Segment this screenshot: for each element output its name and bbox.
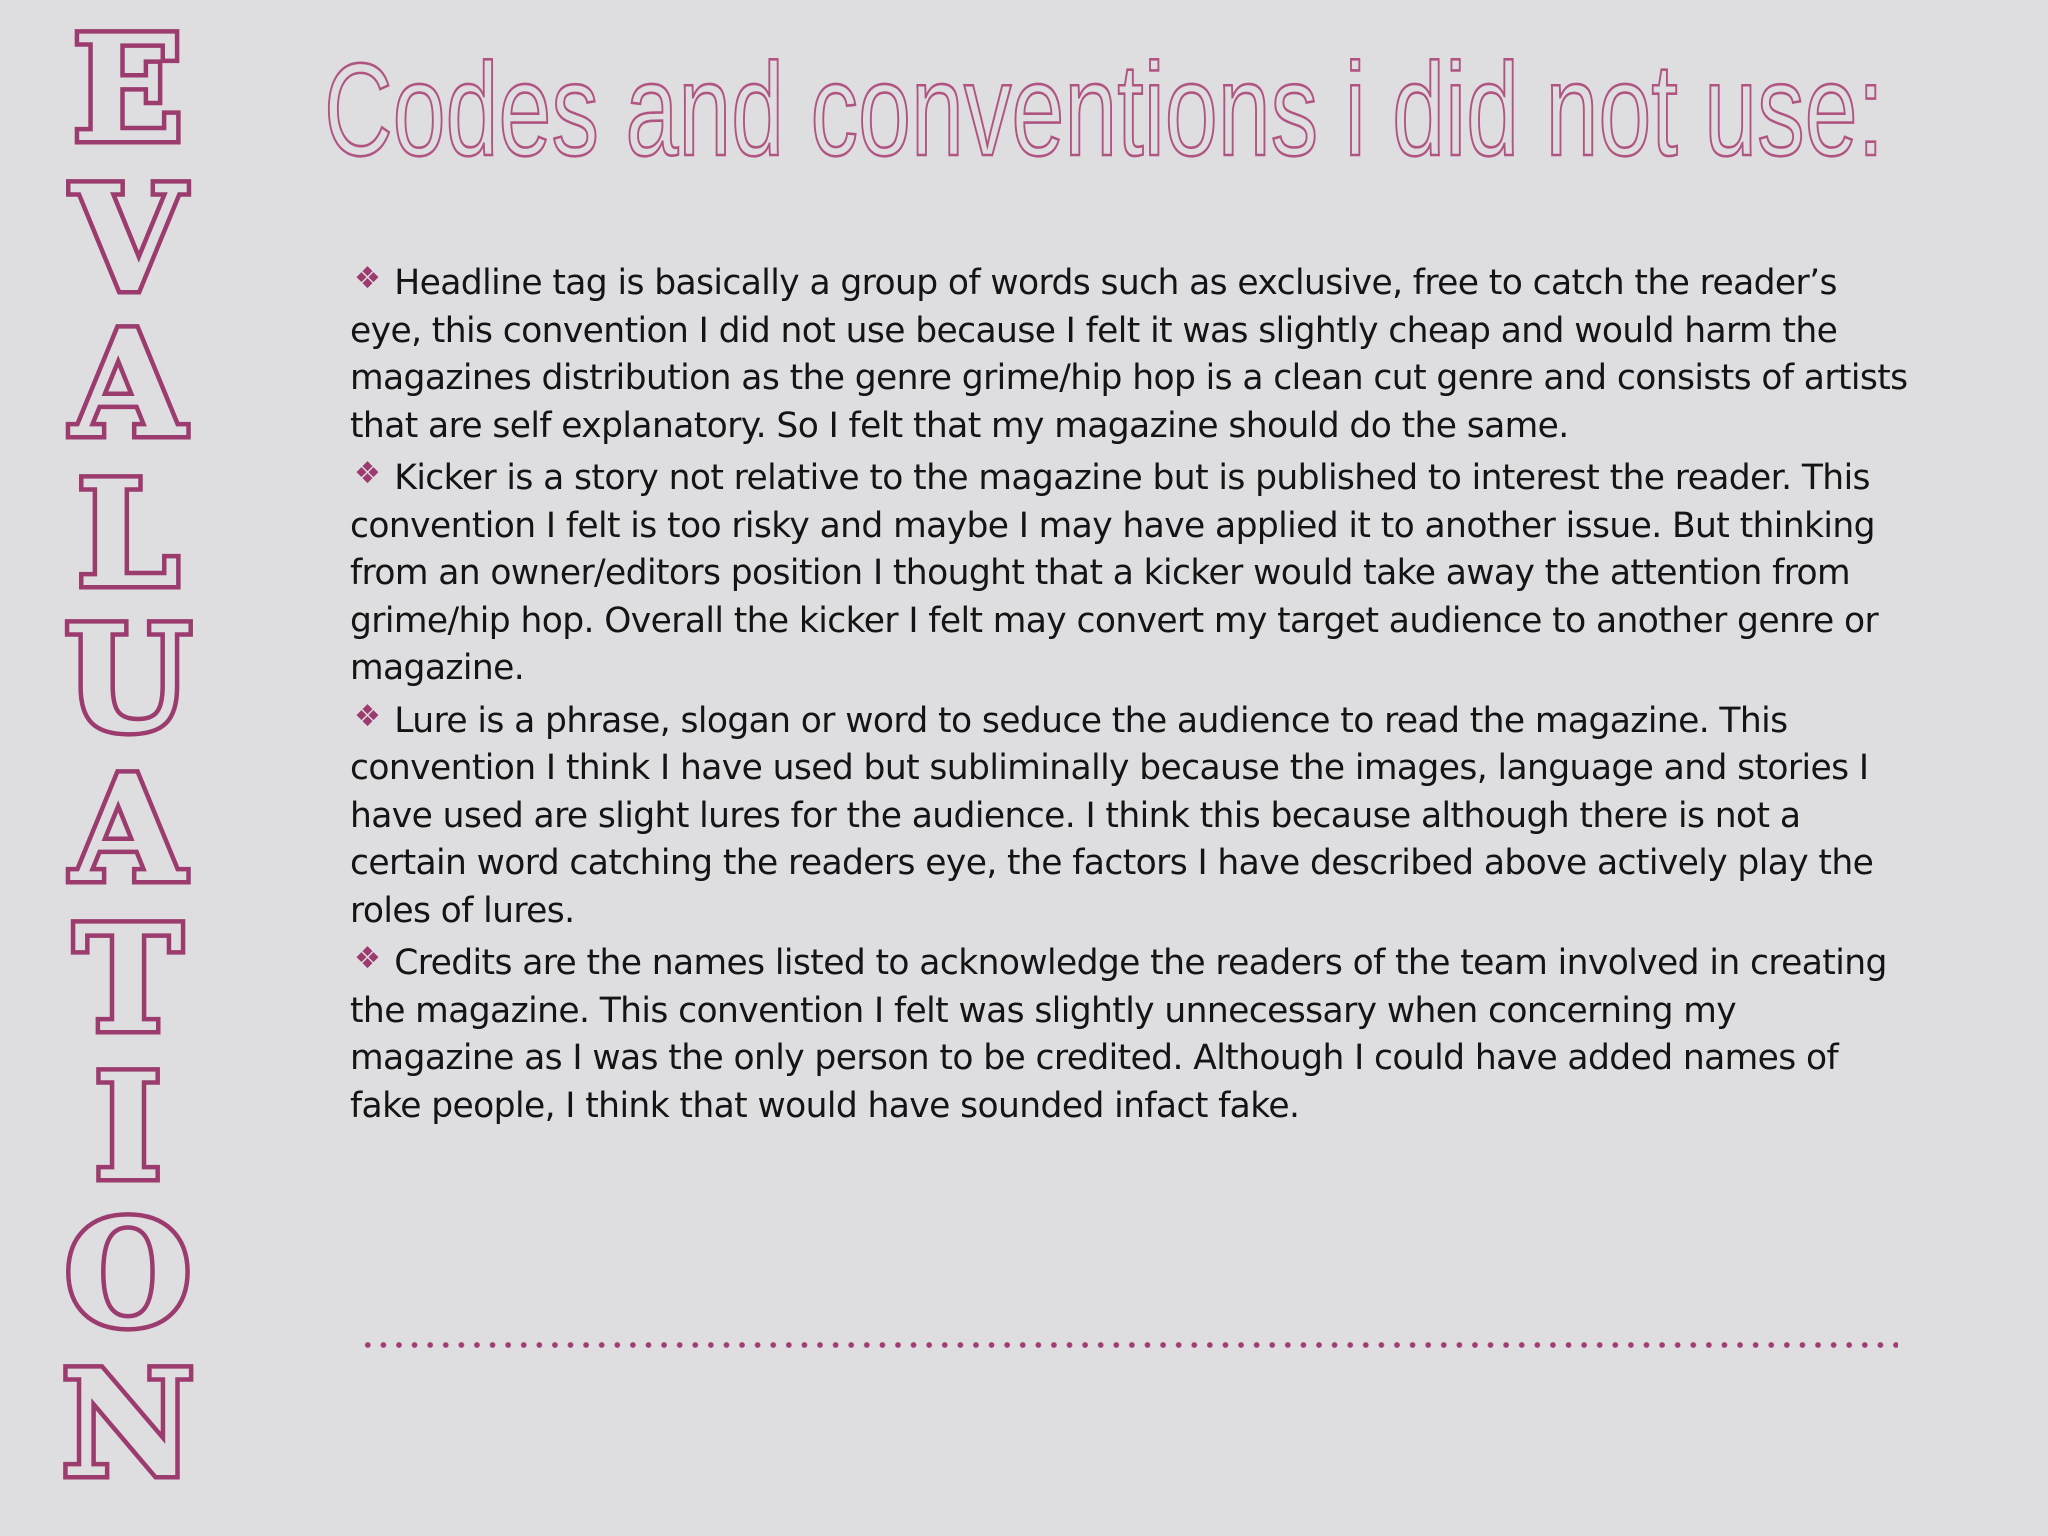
side-letter-5: U	[64, 594, 192, 765]
side-letter-7: T	[73, 894, 183, 1065]
side-title-evaluation	[0, 0, 270, 1536]
side-letter-8: I	[93, 1042, 163, 1213]
bullet-text: Credits are the names listed to acknowledge the readers of the team involved in creating the magazine. This convention I felt was slightly unnecessary when concerning my magazine as I was the only person to be credited. Although I could have added names of fake people, I think that would have sounded infact fake.	[350, 943, 1887, 1126]
bullet-text: Kicker is a story not relative to the magazine but is published to interest the reader. This convention I felt is too risky and maybe I may have applied it to another issue. But thinking from an owner/editors position I thought that a kicker would take away the attention from grime/hip hop. Overall the kicker I felt may convert my target audience to another genre or magazine.	[350, 458, 1879, 688]
four-diamond-bullet-icon: ❖	[354, 698, 381, 734]
side-title-letters	[0, 0, 270, 1536]
page-heading	[320, 30, 1920, 190]
bullet-text: Lure is a phrase, slogan or word to seduce the audience to read the magazine. This convention I think I have used but subliminally because the images, language and stories I have used are slight lures for the audience. I think this because although there is not a certain word catching the readers eye, the factors I have described above actively play the roles of lures.	[350, 700, 1874, 931]
side-letter-3: A	[71, 299, 185, 470]
page-heading-svg	[320, 30, 1920, 190]
side-letter-10: N	[61, 1339, 195, 1510]
page-title: Codes and conventions i did not use:	[324, 36, 1884, 183]
four-diamond-bullet-icon: ❖	[354, 261, 381, 296]
bullet-list	[350, 255, 1910, 1130]
side-letter-2: V	[71, 154, 185, 325]
bullet-lure	[350, 693, 1910, 936]
bullet-credits	[350, 935, 1910, 1130]
dotted-divider	[360, 1340, 1898, 1350]
four-diamond-bullet-icon: ❖	[354, 941, 381, 976]
side-letter-1: E	[72, 4, 184, 175]
side-letter-9: O	[64, 1189, 192, 1360]
bullet-kicker	[350, 450, 1910, 693]
side-letter-4: L	[76, 449, 180, 620]
bullet-headline-tag	[350, 255, 1910, 450]
bullet-text: Headline tag is basically a group of words such as exclusive, free to catch the reader’s eye, this convention I did not use because I felt it was slightly cheap and would harm the magazines distribution as the genre grime/hip hop is a clean cut genre and consists of artists that are self explanatory. So I felt that my magazine should do the same.	[350, 263, 1908, 446]
four-diamond-bullet-icon: ❖	[354, 456, 381, 491]
side-letter-6: A	[71, 744, 185, 915]
